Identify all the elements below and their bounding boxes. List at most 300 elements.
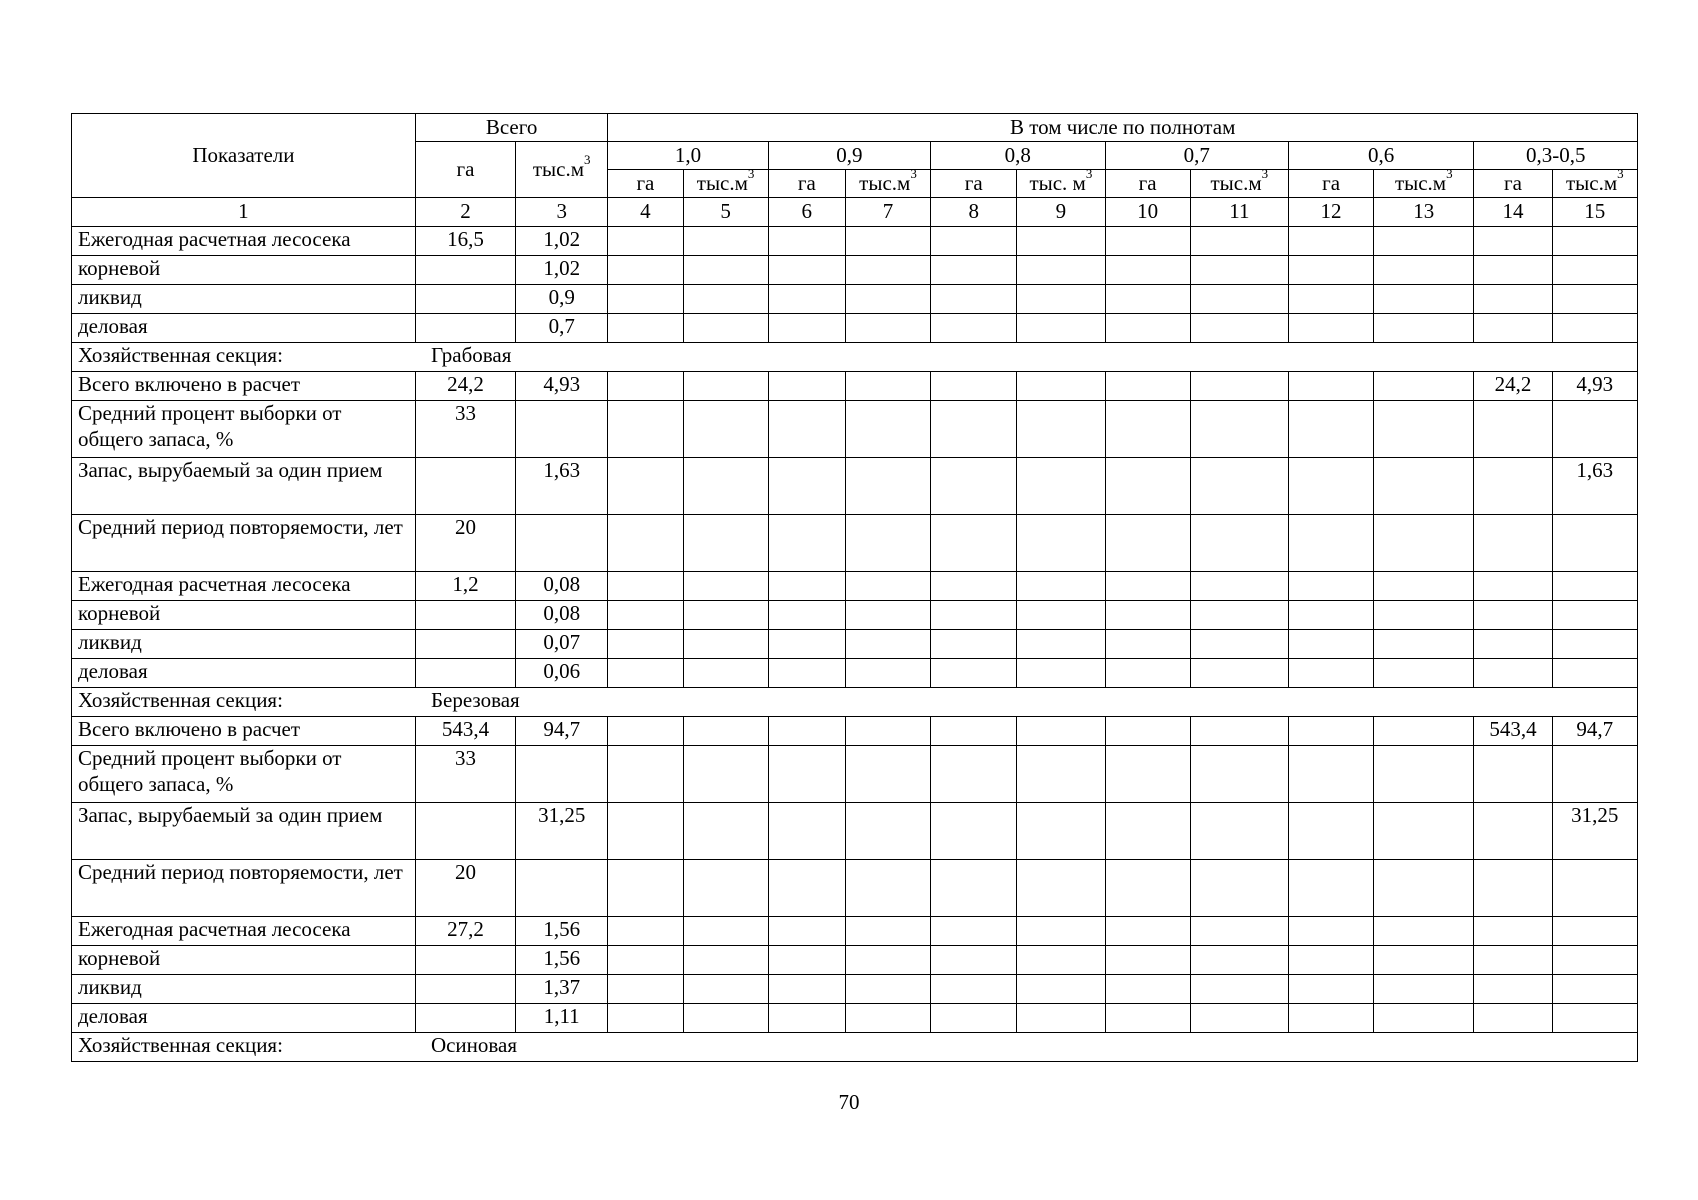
value-cell	[1105, 917, 1190, 946]
value-cell	[1017, 401, 1105, 458]
value-cell	[845, 803, 930, 860]
column-number: 3	[516, 198, 608, 227]
value-cell	[608, 803, 683, 860]
value-cell	[1017, 285, 1105, 314]
row-label: Средний процент выборки от общего запаса, %	[72, 746, 416, 803]
value-cell	[1190, 227, 1288, 256]
value-cell	[1374, 975, 1474, 1004]
row-label: корневой	[72, 946, 416, 975]
column-number: 14	[1474, 198, 1552, 227]
table-row	[72, 946, 1638, 975]
value-cell	[1374, 256, 1474, 285]
row-label: деловая	[72, 314, 416, 343]
header-unit-ha: га	[931, 170, 1017, 198]
value-cell	[1105, 659, 1190, 688]
value-cell	[608, 372, 683, 401]
value-cell	[931, 285, 1017, 314]
value-cell	[608, 630, 683, 659]
value-cell	[768, 803, 845, 860]
value-cell	[768, 256, 845, 285]
header-unit-volume: $тыс.м^3$	[683, 170, 768, 198]
value-cell	[683, 659, 768, 688]
row-label: Запас, вырубаемый за один прием	[72, 458, 416, 515]
table-row	[72, 401, 1638, 458]
value-cell	[768, 946, 845, 975]
section-name: Грабовая	[430, 343, 512, 367]
section-cell	[72, 343, 1638, 372]
value-cell	[683, 630, 768, 659]
value-cell: 543,4	[415, 717, 515, 746]
value-cell	[1474, 285, 1552, 314]
column-number: 10	[1105, 198, 1190, 227]
value-cell: 4,93	[1552, 372, 1637, 401]
value-cell	[1552, 746, 1637, 803]
value-cell	[1374, 372, 1474, 401]
value-cell	[608, 227, 683, 256]
value-cell	[768, 717, 845, 746]
value-cell	[415, 946, 515, 975]
value-cell	[845, 917, 930, 946]
value-cell: 1,11	[516, 1004, 608, 1033]
row-label: корневой	[72, 601, 416, 630]
value-cell	[683, 401, 768, 458]
value-cell	[415, 1004, 515, 1033]
table-row	[72, 860, 1638, 917]
value-cell	[1288, 746, 1373, 803]
value-cell	[1374, 630, 1474, 659]
value-cell: 20	[415, 860, 515, 917]
value-cell: 31,25	[1552, 803, 1637, 860]
column-number: 13	[1374, 198, 1474, 227]
value-cell	[1374, 401, 1474, 458]
value-cell	[1105, 860, 1190, 917]
column-number: 1	[72, 198, 416, 227]
header-unit-volume: $тыс.м^3$	[1374, 170, 1474, 198]
row-label: корневой	[72, 256, 416, 285]
value-cell	[1288, 860, 1373, 917]
value-cell	[1552, 917, 1637, 946]
value-cell	[1190, 746, 1288, 803]
value-cell	[1374, 746, 1474, 803]
value-cell	[683, 256, 768, 285]
row-label: Ежегодная расчетная лесосека	[72, 227, 416, 256]
value-cell	[1288, 458, 1373, 515]
value-cell	[1474, 458, 1552, 515]
value-cell	[683, 314, 768, 343]
value-cell	[1474, 630, 1552, 659]
column-number: 4	[608, 198, 683, 227]
value-cell	[768, 601, 845, 630]
header-unit-ha: га	[768, 170, 845, 198]
column-number: 12	[1288, 198, 1373, 227]
value-cell	[1017, 746, 1105, 803]
value-cell	[1105, 975, 1190, 1004]
value-cell	[1017, 372, 1105, 401]
value-cell	[1374, 946, 1474, 975]
value-cell	[683, 860, 768, 917]
value-cell	[768, 572, 845, 601]
value-cell	[931, 256, 1017, 285]
value-cell	[931, 860, 1017, 917]
value-cell	[608, 946, 683, 975]
value-cell	[845, 659, 930, 688]
value-cell	[931, 946, 1017, 975]
header-unit-volume: $тыс.м^3$	[1190, 170, 1288, 198]
value-cell	[1105, 717, 1190, 746]
row-label: ликвид	[72, 975, 416, 1004]
header-total-volume: $тыс.м^3$	[516, 142, 608, 198]
value-cell	[516, 860, 608, 917]
column-number: 2	[415, 198, 515, 227]
value-cell	[931, 975, 1017, 1004]
column-number: 7	[845, 198, 930, 227]
value-cell	[608, 572, 683, 601]
value-cell	[845, 515, 930, 572]
value-cell	[1190, 946, 1288, 975]
value-cell	[1190, 285, 1288, 314]
value-cell	[845, 860, 930, 917]
value-cell	[1288, 717, 1373, 746]
table-row	[72, 975, 1638, 1004]
value-cell: 1,37	[516, 975, 608, 1004]
value-cell	[1474, 946, 1552, 975]
value-cell: 33	[415, 401, 515, 458]
section-name: Березовая	[430, 688, 520, 712]
value-cell	[1474, 256, 1552, 285]
value-cell	[1105, 803, 1190, 860]
value-cell	[1374, 803, 1474, 860]
value-cell	[415, 630, 515, 659]
value-cell	[1474, 659, 1552, 688]
value-cell	[1105, 401, 1190, 458]
table-row	[72, 746, 1638, 803]
value-cell	[845, 1004, 930, 1033]
value-cell	[683, 1004, 768, 1033]
value-cell	[1017, 717, 1105, 746]
header-by-density: В том числе по полнотам	[608, 114, 1638, 142]
value-cell	[1288, 256, 1373, 285]
value-cell	[1374, 917, 1474, 946]
value-cell: 94,7	[516, 717, 608, 746]
value-cell	[1552, 975, 1637, 1004]
table-row	[72, 572, 1638, 601]
row-label: деловая	[72, 1004, 416, 1033]
value-cell	[1474, 746, 1552, 803]
value-cell	[1552, 515, 1637, 572]
value-cell	[1552, 285, 1637, 314]
row-label: Средний период повторяемости, лет	[72, 860, 416, 917]
value-cell: 20	[415, 515, 515, 572]
value-cell: 33	[415, 746, 515, 803]
value-cell	[1105, 458, 1190, 515]
value-cell	[415, 458, 515, 515]
value-cell	[845, 746, 930, 803]
value-cell	[845, 975, 930, 1004]
header-density-3: 0,8	[931, 142, 1105, 170]
value-cell	[1288, 975, 1373, 1004]
value-cell	[608, 746, 683, 803]
row-label: Ежегодная расчетная лесосека	[72, 917, 416, 946]
value-cell: 24,2	[415, 372, 515, 401]
value-cell	[1017, 917, 1105, 946]
value-cell	[683, 717, 768, 746]
value-cell	[1288, 803, 1373, 860]
value-cell	[1105, 630, 1190, 659]
value-cell	[1017, 1004, 1105, 1033]
value-cell	[931, 314, 1017, 343]
value-cell	[1105, 1004, 1190, 1033]
value-cell	[1288, 285, 1373, 314]
header-density-6: 0,3-0,5	[1474, 142, 1638, 170]
value-cell	[1374, 227, 1474, 256]
header-unit-volume: тыс. $м^3$	[1017, 170, 1105, 198]
value-cell	[683, 227, 768, 256]
table-row	[72, 717, 1638, 746]
row-label: ликвид	[72, 285, 416, 314]
value-cell	[415, 256, 515, 285]
value-cell	[931, 917, 1017, 946]
value-cell	[1105, 601, 1190, 630]
row-label: Средний период повторяемости, лет	[72, 515, 416, 572]
value-cell	[931, 803, 1017, 860]
value-cell	[768, 401, 845, 458]
value-cell	[768, 659, 845, 688]
value-cell	[415, 601, 515, 630]
table-row	[72, 515, 1638, 572]
section-cell	[72, 1033, 1638, 1062]
value-cell: 4,93	[516, 372, 608, 401]
value-cell	[1017, 572, 1105, 601]
value-cell	[1190, 630, 1288, 659]
table-row	[72, 314, 1638, 343]
value-cell	[683, 601, 768, 630]
value-cell	[683, 917, 768, 946]
value-cell	[1288, 401, 1373, 458]
value-cell	[1190, 372, 1288, 401]
value-cell	[845, 458, 930, 515]
value-cell	[1288, 659, 1373, 688]
section-row	[72, 343, 1638, 372]
header-unit-volume: $тыс.м^3$	[845, 170, 930, 198]
value-cell	[1017, 946, 1105, 975]
value-cell	[1374, 285, 1474, 314]
value-cell	[1474, 1004, 1552, 1033]
table-row	[72, 285, 1638, 314]
value-cell	[1190, 572, 1288, 601]
value-cell	[608, 256, 683, 285]
value-cell	[1288, 515, 1373, 572]
value-cell	[516, 401, 608, 458]
value-cell	[1105, 572, 1190, 601]
value-cell	[1374, 458, 1474, 515]
table-row	[72, 1004, 1638, 1033]
value-cell	[1017, 256, 1105, 285]
value-cell	[608, 601, 683, 630]
value-cell	[768, 515, 845, 572]
value-cell: 27,2	[415, 917, 515, 946]
section-label: Хозяйственная секция:	[78, 343, 283, 367]
value-cell	[931, 227, 1017, 256]
value-cell	[1552, 572, 1637, 601]
value-cell	[608, 917, 683, 946]
value-cell	[1190, 314, 1288, 343]
value-cell	[931, 515, 1017, 572]
header-unit-ha: га	[1474, 170, 1552, 198]
value-cell	[1190, 601, 1288, 630]
table-row	[72, 256, 1638, 285]
value-cell	[1552, 314, 1637, 343]
value-cell	[1105, 227, 1190, 256]
value-cell	[1474, 314, 1552, 343]
value-cell: 24,2	[1474, 372, 1552, 401]
value-cell	[1017, 601, 1105, 630]
value-cell	[768, 860, 845, 917]
value-cell	[1190, 975, 1288, 1004]
value-cell	[683, 746, 768, 803]
value-cell	[683, 975, 768, 1004]
header-unit-ha: га	[1288, 170, 1373, 198]
value-cell	[1017, 458, 1105, 515]
value-cell	[1017, 314, 1105, 343]
row-label: Всего включено в расчет	[72, 717, 416, 746]
value-cell: 1,02	[516, 256, 608, 285]
value-cell	[415, 659, 515, 688]
value-cell	[415, 314, 515, 343]
value-cell	[768, 1004, 845, 1033]
value-cell	[1474, 401, 1552, 458]
value-cell	[1105, 372, 1190, 401]
value-cell	[608, 1004, 683, 1033]
value-cell	[845, 630, 930, 659]
value-cell	[608, 659, 683, 688]
value-cell	[683, 946, 768, 975]
forest-data-table	[71, 113, 1638, 1062]
value-cell	[1190, 803, 1288, 860]
value-cell: 1,63	[1552, 458, 1637, 515]
value-cell: 94,7	[1552, 717, 1637, 746]
value-cell: 1,63	[516, 458, 608, 515]
column-number: 11	[1190, 198, 1288, 227]
value-cell: 0,08	[516, 601, 608, 630]
column-number-row	[72, 198, 1638, 227]
value-cell	[1374, 572, 1474, 601]
value-cell	[608, 285, 683, 314]
value-cell	[683, 372, 768, 401]
value-cell	[931, 630, 1017, 659]
header-unit-ha: га	[608, 170, 683, 198]
value-cell	[1552, 256, 1637, 285]
section-row	[72, 1033, 1638, 1062]
value-cell	[1374, 1004, 1474, 1033]
value-cell	[768, 227, 845, 256]
section-row	[72, 688, 1638, 717]
value-cell	[845, 946, 930, 975]
value-cell	[1474, 975, 1552, 1004]
value-cell	[1288, 601, 1373, 630]
row-label: деловая	[72, 659, 416, 688]
value-cell: 0,06	[516, 659, 608, 688]
table-row	[72, 659, 1638, 688]
header-density-1: 1,0	[608, 142, 768, 170]
section-label: Хозяйственная секция:	[78, 688, 283, 712]
value-cell	[1552, 1004, 1637, 1033]
value-cell	[931, 659, 1017, 688]
value-cell: 1,2	[415, 572, 515, 601]
value-cell	[1017, 860, 1105, 917]
value-cell	[1105, 285, 1190, 314]
value-cell: 31,25	[516, 803, 608, 860]
value-cell	[1190, 256, 1288, 285]
value-cell	[683, 458, 768, 515]
value-cell: 0,07	[516, 630, 608, 659]
value-cell	[1288, 630, 1373, 659]
value-cell	[683, 572, 768, 601]
value-cell	[608, 515, 683, 572]
value-cell	[608, 458, 683, 515]
value-cell	[608, 401, 683, 458]
value-cell: 1,56	[516, 917, 608, 946]
value-cell	[1105, 746, 1190, 803]
value-cell	[931, 746, 1017, 803]
page-number: 70	[838, 1090, 860, 1114]
value-cell	[1474, 515, 1552, 572]
column-number: 6	[768, 198, 845, 227]
value-cell	[1474, 803, 1552, 860]
value-cell	[845, 372, 930, 401]
value-cell	[845, 227, 930, 256]
value-cell	[845, 256, 930, 285]
value-cell	[1017, 659, 1105, 688]
value-cell	[1374, 717, 1474, 746]
value-cell	[931, 601, 1017, 630]
value-cell	[1552, 659, 1637, 688]
value-cell	[1190, 458, 1288, 515]
value-cell	[1190, 401, 1288, 458]
value-cell: 1,02	[516, 227, 608, 256]
value-cell	[1474, 227, 1552, 256]
value-cell	[768, 314, 845, 343]
row-label: Средний процент выборки от общего запаса, %	[72, 401, 416, 458]
row-label: Всего включено в расчет	[72, 372, 416, 401]
table-row	[72, 458, 1638, 515]
header-unit-ha: га	[1105, 170, 1190, 198]
value-cell	[1105, 256, 1190, 285]
value-cell	[1374, 659, 1474, 688]
table-row	[72, 917, 1638, 946]
value-cell: 0,9	[516, 285, 608, 314]
value-cell	[1017, 515, 1105, 572]
value-cell	[845, 314, 930, 343]
value-cell	[1190, 659, 1288, 688]
header-density-2: 0,9	[768, 142, 930, 170]
section-name: Осиновая	[430, 1033, 518, 1057]
value-cell: 0,7	[516, 314, 608, 343]
value-cell	[1288, 372, 1373, 401]
value-cell	[1017, 803, 1105, 860]
header-density-5: 0,6	[1288, 142, 1473, 170]
value-cell	[768, 975, 845, 1004]
value-cell	[415, 975, 515, 1004]
value-cell	[845, 601, 930, 630]
value-cell	[1190, 917, 1288, 946]
value-cell	[1552, 946, 1637, 975]
header-unit-volume: $тыс.м^3$	[1552, 170, 1637, 198]
header-indicators: Показатели	[72, 114, 416, 198]
row-label: Запас, вырубаемый за один прием	[72, 803, 416, 860]
value-cell	[516, 746, 608, 803]
value-cell	[1288, 917, 1373, 946]
column-number: 9	[1017, 198, 1105, 227]
